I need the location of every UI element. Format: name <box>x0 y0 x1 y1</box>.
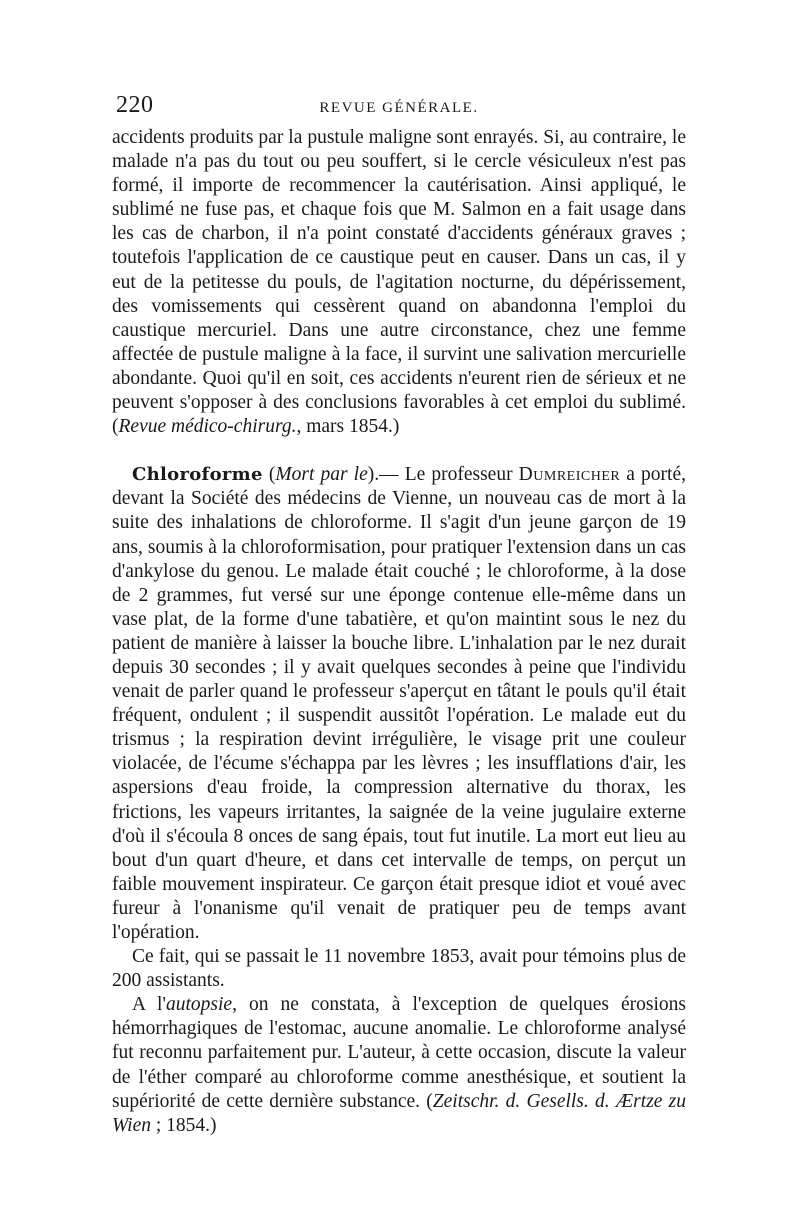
citation-date: , mars 1854.) <box>296 416 400 438</box>
paragraph-sublime-conclusion <box>112 126 686 439</box>
paragraph-text-start: A l' <box>132 994 166 1016</box>
paragraph-text: , on ne constata, à l'exception de quelques érosions hémorrhagiques de l'estomac, aucune anomalie. Le chloroforme analysé fut reconnu parfaitement pur. L'auteur, à cette occasion, discute la valeur de l'éther comparé au chloroforme comme anesthésique, et soutient la supériorité de cette dernière substance. ( <box>112 994 687 1112</box>
section-heading-chloroforme: Chloroforme <box>132 464 263 486</box>
section-spacer <box>112 439 686 463</box>
paragraph-autopsie <box>112 993 686 1138</box>
subhead-italic: Mort par le <box>275 464 368 486</box>
journal-citation: Revue médico-chirurg. <box>118 416 297 438</box>
paragraph-chloroforme <box>112 463 686 945</box>
journal-citation: Zeitschr. d. Gesells. d. Ærtze zu Wien <box>112 1090 686 1136</box>
subhead-close: ).— Le professeur <box>367 464 519 486</box>
page-header <box>112 92 686 126</box>
paragraph-text: accidents produits par la pustule maligne sont enrayés. Si, au contraire, le malade n'a pas du tout ou peu souffert, si le cercle vésiculeux n'est pas formé, il importe de recommencer la cautérisation. Ainsi appliqué, le sublimé ne fuse pas, et chaque fois que M. Salmon en a fait usage dans les cas de charbon, il n'a point constaté d'accidents généraux graves ; toutefois l'application de ce caustique peut en causer. Dans un cas, il y eut de la petitesse du pouls, de l'agitation nocturne, du dépérissement, des vomissements qui cessèrent quand on abandonna l'emploi du caustique mercuriel. Dans une autre circonstance, chez une femme affectée de pustule maligne à la face, il survint une salivation mercurielle abondante. Quoi qu'il en soit, ces accidents n'eurent rien de sérieux et ne peuvent s'opposer à des conclusions favorables à cet emploi du sublimé. ( <box>112 127 686 438</box>
subhead-open: ( <box>262 464 276 486</box>
page <box>112 92 686 1138</box>
running-head: REVUE GÉNÉRALE. <box>319 100 479 116</box>
paragraph-date-witnesses <box>112 945 686 993</box>
paragraph-text: a porté, devant la Société des médecins de Vienne, un nouveau cas de mort à la suite des inhalations de chloroforme. Il s'agit d'un jeune garçon de 19 ans, soumis à la chloroformisation, pour pratiquer l'extension dans un cas d'ankylose du genou. Le malade était couché ; le chloroforme, à la dose de 2 grammes, fut versé sur une éponge contenue elle-même dans un vase plat, de la forme d'une tabatière, et qu'on maintint sous le nez du patient de manière à laisser la bouche libre. L'inhalation par le nez durait depuis 30 secondes ; il y avait quelques secondes à peine que l'individu venait de parler quand le professeur s'aperçut en tâtant le pouls qu'il était fréquent, ondulent ; il suspendit aussitôt l'opération. Le malade eut du trismus ; la respiration devint irrégulière, le visage prit une couleur violacée, de l'écume s'échappa par les lèvres ; les insufflations d'air, les aspersions d'eau froide, la compression alternative du thorax, les frictions, les vapeurs irritantes, la saignée de la veine jugulaire externe d'où il s'écoula 8 onces de sang épais, tout fut inutile. La mort eut lieu au bout d'un quart d'heure, et dans cet intervalle de temps, on perçut un faible mouvement inspirateur. Ce garçon était presque idiot et voué avec fureur à l'onanisme qu'il venait de pratiquer peu de temps avant l'opération. <box>112 464 686 943</box>
autopsie-term: autopsie <box>165 994 233 1016</box>
paragraph-text: Ce fait, qui se passait le 11 novembre 1853, avait pour témoins plus de 200 assistants. <box>112 946 686 992</box>
page-number: 220 <box>116 92 154 118</box>
author-name: Dumreicher <box>518 464 621 486</box>
citation-date: ; 1854.) <box>151 1114 217 1136</box>
